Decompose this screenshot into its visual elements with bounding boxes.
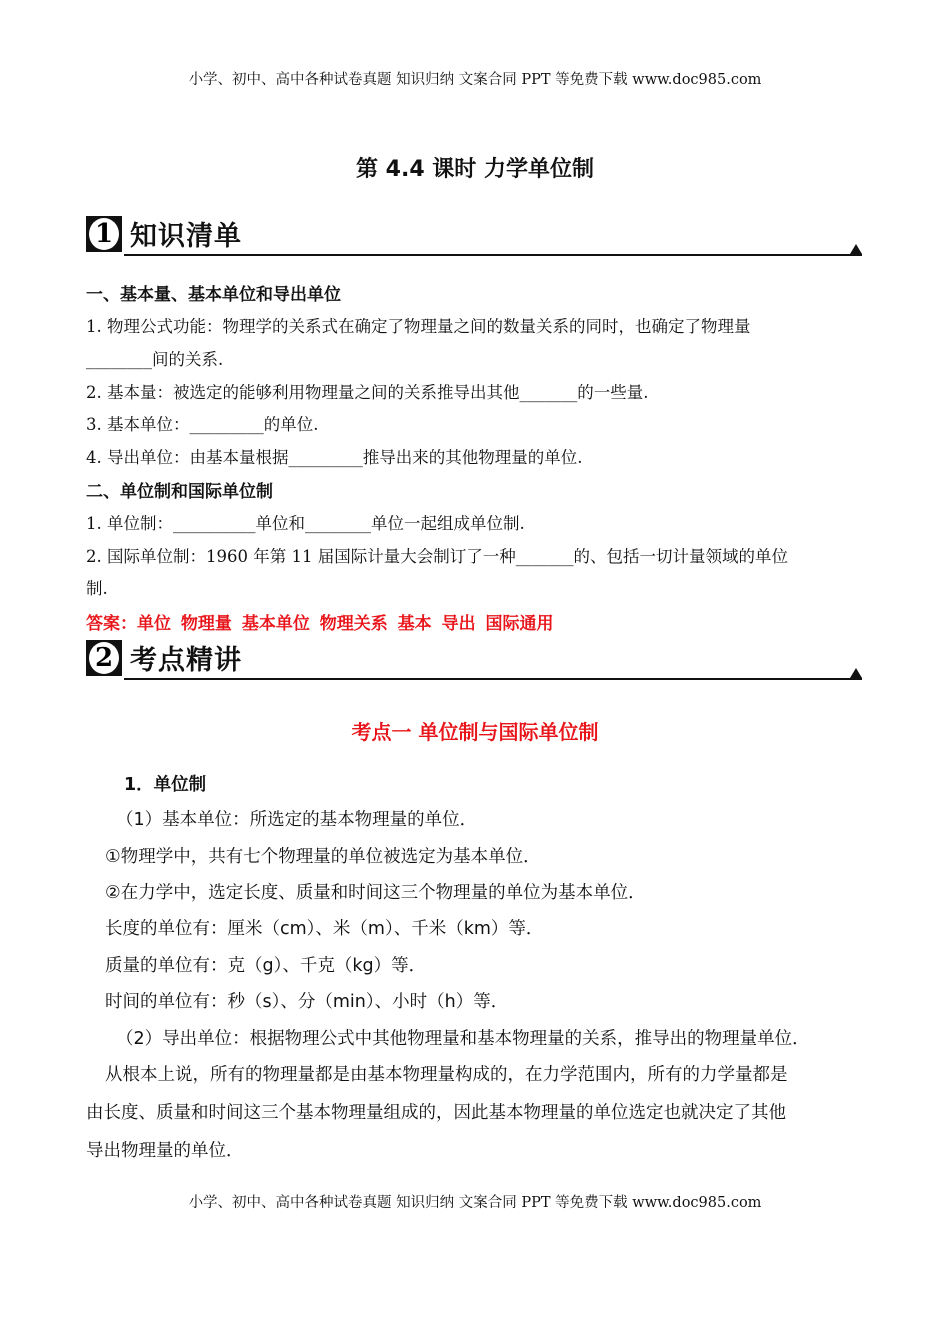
text-line: 3. 基本单位：_________的单位. <box>86 415 319 434</box>
page-title: 第 4.4 课时 力学单位制 <box>356 157 594 182</box>
text-line: 导出物理量的单位． <box>86 1141 244 1161</box>
text-line: 制. <box>86 579 108 598</box>
section-title: 考点精讲 <box>130 645 242 676</box>
section-header-key-points <box>86 636 862 680</box>
text-line: 时间的单位有：秒（s）、分（min）、小时（h）等． <box>105 992 509 1012</box>
text-line: 由长度、质量和时间这三个基本物理量组成的，因此基本物理量的单位选定也就决定了其他 <box>86 1103 786 1123</box>
text-line: 1. 物理公式功能：物理学的关系式在确定了物理量之间的数量关系的同时，也确定了物理量 <box>86 317 751 336</box>
text-line: 2. 基本量：被选定的能够利用物理量之间的关系推导出其他_______的一些量. <box>86 383 649 402</box>
text-line: 质量的单位有：克（g）、千克（kg）等． <box>105 956 427 976</box>
subheading: 一、基本量、基本单位和导出单位 <box>86 285 341 305</box>
text-line: ________间的关系. <box>86 350 224 369</box>
subheading: 1．单位制 <box>124 775 207 795</box>
header-banner: 小学、初中、高中各种试卷真题 知识归纳 文案合同 PPT 等免费下载 www.doc985.com <box>188 72 762 88</box>
text-line: 4. 导出单位：由基本量根据_________推导出来的其他物理量的单位. <box>86 448 583 467</box>
triangle-icon <box>850 244 862 254</box>
triangle-icon <box>850 668 862 678</box>
text-line: 长度的单位有：厘米（cm）、米（m）、千米（km）等． <box>105 919 544 939</box>
number-badge-icon: 2 <box>86 640 122 676</box>
text-line: 1. 单位制：__________单位和________单位一起组成单位制. <box>86 514 525 533</box>
footer-banner: 小学、初中、高中各种试卷真题 知识归纳 文案合同 PPT 等免费下载 www.doc985.com <box>188 1195 762 1211</box>
divider <box>124 678 862 680</box>
text-line: 2. 国际单位制：1960 年第 11 届国际计量大会制订了一种_______的、包括一切计量领域的单位 <box>86 547 788 566</box>
text-line: ②在力学中，选定长度、质量和时间这三个物理量的单位为基本单位． <box>105 883 646 903</box>
text-line: ①物理学中，共有七个物理量的单位被选定为基本单位． <box>105 847 541 867</box>
topic-title: 考点一 单位制与国际单位制 <box>351 720 599 744</box>
section-title: 知识清单 <box>130 221 242 252</box>
number-badge-icon: 1 <box>86 216 122 252</box>
text-line: （1）基本单位：所选定的基本物理量的单位． <box>116 810 478 830</box>
section-header-knowledge <box>86 212 862 256</box>
answer-line: 答案：单位 物理量 基本单位 物理关系 基本 导出 国际通用 <box>86 614 554 634</box>
text-line: （2）导出单位：根据物理公式中其他物理量和基本物理量的关系，推导出的物理量单位． <box>116 1029 810 1049</box>
text-line: 从根本上说，所有的物理量都是由基本物理量构成的，在力学范围内，所有的力学量都是 <box>105 1065 788 1085</box>
subheading: 二、单位制和国际单位制 <box>86 482 273 502</box>
divider <box>124 254 862 256</box>
